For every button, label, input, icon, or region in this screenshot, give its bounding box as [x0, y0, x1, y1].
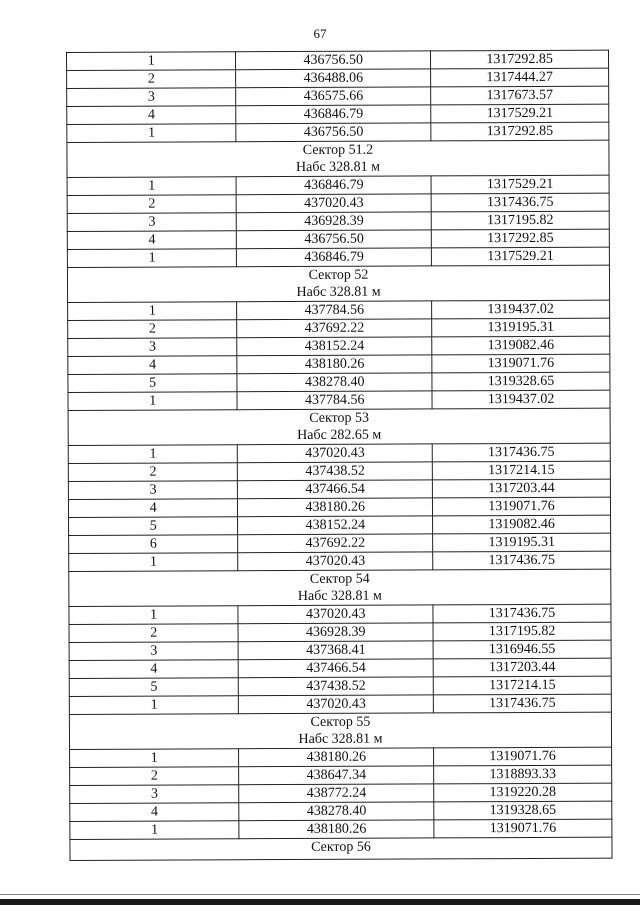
point-number-cell: 3 — [68, 338, 237, 357]
point-number-cell: 3 — [67, 88, 236, 107]
y-coordinate-cell: 1317195.82 — [433, 622, 611, 641]
coordinate-row — [70, 819, 612, 839]
y-coordinate-cell: 1317292.85 — [431, 229, 609, 248]
y-coordinate-cell: 1317529.21 — [431, 247, 609, 266]
sector-title: Сектор 54 — [309, 571, 370, 587]
x-coordinate-cell: 436575.66 — [236, 87, 431, 106]
x-coordinate-cell: 436756.50 — [236, 123, 431, 142]
y-coordinate-cell: 1319082.46 — [432, 336, 610, 355]
y-coordinate-cell: 1317529.21 — [431, 175, 609, 194]
point-number-cell: 1 — [67, 177, 236, 196]
point-number-cell: 6 — [69, 535, 238, 554]
coordinate-row — [67, 175, 609, 195]
point-number-cell: 3 — [68, 481, 237, 500]
sector-header-cell — [70, 837, 612, 860]
sector-height: Набс 282.65 м — [297, 427, 382, 443]
point-number-cell: 4 — [68, 499, 237, 518]
y-coordinate-cell: 1319328.65 — [434, 801, 612, 820]
sector-title: Сектор 53 — [309, 410, 370, 426]
coordinate-row — [67, 68, 609, 88]
y-coordinate-cell: 1317673.57 — [431, 86, 609, 105]
y-coordinate-cell: 1317214.15 — [433, 676, 611, 695]
point-number-cell: 1 — [67, 124, 236, 143]
coordinate-row — [69, 515, 611, 535]
y-coordinate-cell: 1317203.44 — [432, 479, 610, 498]
y-coordinate-cell: 1318893.33 — [434, 765, 612, 784]
sector-height: Набс 328.81 м — [295, 159, 381, 175]
x-coordinate-cell: 437020.43 — [238, 605, 433, 624]
point-number-cell: 5 — [69, 517, 238, 536]
point-number-cell: 2 — [68, 463, 237, 482]
y-coordinate-cell: 1317444.27 — [431, 68, 609, 87]
y-coordinate-cell: 1317195.82 — [431, 211, 609, 230]
sector-header-cell — [67, 140, 609, 177]
coordinate-row — [69, 622, 611, 642]
page-number: 67 — [313, 26, 327, 41]
y-coordinate-cell: 1317436.75 — [431, 193, 609, 212]
y-coordinate-cell: 1317436.75 — [433, 694, 611, 713]
x-coordinate-cell: 436846.79 — [237, 248, 432, 267]
sector-header-row — [69, 712, 611, 749]
sector-header-row — [70, 837, 612, 860]
point-number-cell: 3 — [67, 213, 236, 232]
coordinate-row — [68, 461, 610, 481]
y-coordinate-cell: 1319071.76 — [434, 819, 612, 838]
coordinate-row — [68, 479, 610, 499]
point-number-cell: 4 — [70, 803, 239, 822]
x-coordinate-cell: 438180.26 — [237, 355, 432, 374]
sector-header-cell — [68, 408, 610, 445]
x-coordinate-cell: 436928.39 — [237, 212, 432, 231]
x-coordinate-cell: 436846.79 — [236, 176, 431, 195]
y-coordinate-cell: 1319195.31 — [433, 533, 611, 552]
x-coordinate-cell: 437692.22 — [237, 319, 432, 338]
coordinate-row — [67, 104, 609, 124]
coordinate-row — [67, 50, 609, 70]
point-number-cell: 4 — [67, 106, 236, 125]
point-number-cell: 1 — [69, 696, 238, 715]
coordinate-row — [70, 783, 612, 803]
coordinate-row — [68, 390, 610, 410]
sector-title: Сектор 56 — [311, 839, 371, 855]
coordinate-row — [69, 604, 611, 624]
x-coordinate-cell: 437020.43 — [238, 552, 433, 571]
sector-header-cell — [67, 265, 609, 302]
coordinate-row — [68, 318, 610, 338]
x-coordinate-cell: 438647.34 — [239, 766, 434, 785]
scan-edge-line — [0, 894, 640, 895]
x-coordinate-cell: 437784.56 — [237, 391, 432, 410]
x-coordinate-cell: 437692.22 — [238, 534, 433, 553]
point-number-cell: 1 — [67, 249, 236, 268]
x-coordinate-cell: 437020.43 — [238, 444, 433, 463]
coordinate-row — [70, 747, 612, 767]
point-number-cell: 1 — [68, 445, 237, 464]
point-number-cell: 1 — [70, 821, 239, 840]
coordinate-row — [68, 354, 610, 374]
sector-height: Набс 328.81 м — [297, 588, 382, 604]
point-number-cell: 5 — [69, 678, 238, 697]
sector-header-row — [67, 140, 609, 177]
coordinate-row — [69, 640, 611, 660]
coordinate-row — [67, 86, 609, 106]
sector-header-cell — [69, 569, 611, 606]
x-coordinate-cell: 437368.41 — [238, 641, 433, 660]
y-coordinate-cell: 1319071.76 — [432, 354, 610, 373]
x-coordinate-cell: 437466.54 — [238, 480, 433, 499]
sector-height: Набс 328.81 м — [298, 731, 383, 747]
y-coordinate-cell: 1319437.02 — [432, 300, 610, 319]
x-coordinate-cell: 438180.26 — [239, 748, 434, 767]
x-coordinate-cell: 437438.52 — [239, 677, 434, 696]
x-coordinate-cell: 437020.43 — [237, 194, 432, 213]
sector-height: Набс 328.81 м — [296, 284, 381, 300]
point-number-cell: 4 — [68, 356, 237, 375]
x-coordinate-cell: 438278.40 — [239, 802, 434, 821]
x-coordinate-cell: 438180.26 — [239, 820, 434, 839]
coordinate-row — [69, 694, 611, 714]
coordinate-row — [68, 443, 610, 463]
coordinate-row — [67, 247, 609, 267]
coordinates-table — [66, 50, 613, 861]
point-number-cell: 5 — [68, 374, 237, 393]
y-coordinate-cell: 1316946.55 — [433, 640, 611, 659]
coordinate-row — [67, 211, 609, 231]
y-coordinate-cell: 1317436.75 — [432, 443, 610, 462]
x-coordinate-cell: 436846.79 — [236, 105, 431, 124]
point-number-cell: 1 — [69, 553, 238, 572]
y-coordinate-cell: 1319437.02 — [432, 390, 610, 409]
coordinate-row — [69, 658, 611, 678]
coordinates-table-body — [67, 50, 613, 860]
x-coordinate-cell: 437784.56 — [237, 301, 432, 320]
y-coordinate-cell: 1317292.85 — [431, 122, 609, 141]
scan-bottom-border — [0, 899, 640, 905]
point-number-cell: 2 — [69, 624, 238, 643]
y-coordinate-cell: 1317292.85 — [431, 50, 609, 69]
point-number-cell: 2 — [67, 70, 236, 89]
coordinate-row — [67, 193, 609, 213]
x-coordinate-cell: 438152.24 — [238, 516, 433, 535]
coordinate-row — [67, 229, 609, 249]
y-coordinate-cell: 1317436.75 — [433, 551, 611, 570]
x-coordinate-cell: 438152.24 — [237, 337, 432, 356]
coordinate-row — [69, 676, 611, 696]
point-number-cell: 1 — [67, 52, 236, 71]
y-coordinate-cell: 1317529.21 — [431, 104, 609, 123]
y-coordinate-cell: 1319082.46 — [433, 515, 611, 534]
coordinate-row — [68, 372, 610, 392]
coordinate-row — [67, 122, 609, 142]
coordinate-row — [68, 300, 610, 320]
point-number-cell: 2 — [68, 320, 237, 339]
x-coordinate-cell: 438180.26 — [238, 498, 433, 517]
x-coordinate-cell: 436756.50 — [237, 230, 432, 249]
x-coordinate-cell: 437020.43 — [239, 695, 434, 714]
coordinate-row — [70, 765, 612, 785]
y-coordinate-cell: 1319328.65 — [432, 372, 610, 391]
coordinate-row — [69, 533, 611, 553]
x-coordinate-cell: 437466.54 — [239, 659, 434, 678]
point-number-cell: 3 — [69, 642, 238, 661]
x-coordinate-cell: 436756.50 — [236, 51, 431, 70]
point-number-cell: 3 — [70, 785, 239, 804]
y-coordinate-cell: 1319220.28 — [434, 783, 612, 802]
coordinate-row — [70, 801, 612, 821]
y-coordinate-cell: 1317214.15 — [432, 461, 610, 480]
x-coordinate-cell: 437438.52 — [238, 462, 433, 481]
sector-header-row — [69, 569, 611, 606]
y-coordinate-cell: 1317203.44 — [433, 658, 611, 677]
y-coordinate-cell: 1319195.31 — [432, 318, 610, 337]
coordinate-row — [68, 336, 610, 356]
point-number-cell: 1 — [68, 302, 237, 321]
sector-title: Сектор 52 — [308, 267, 369, 283]
point-number-cell: 4 — [67, 231, 236, 250]
point-number-cell: 4 — [69, 660, 238, 679]
sector-title: Сектор 51.2 — [302, 142, 374, 158]
point-number-cell: 2 — [70, 767, 239, 786]
sector-title: Сектор 55 — [310, 714, 371, 730]
coordinate-row — [69, 551, 611, 571]
point-number-cell: 2 — [67, 195, 236, 214]
point-number-cell: 1 — [68, 392, 237, 411]
y-coordinate-cell: 1319071.76 — [433, 497, 611, 516]
sector-header-row — [67, 265, 609, 302]
x-coordinate-cell: 436488.06 — [236, 69, 431, 88]
x-coordinate-cell: 438772.24 — [239, 784, 434, 803]
x-coordinate-cell: 438278.40 — [237, 373, 432, 392]
y-coordinate-cell: 1319071.76 — [434, 747, 612, 766]
sector-header-row — [68, 408, 610, 445]
point-number-cell: 1 — [69, 606, 238, 625]
sector-header-cell — [69, 712, 611, 749]
y-coordinate-cell: 1317436.75 — [433, 604, 611, 623]
x-coordinate-cell: 436928.39 — [238, 623, 433, 642]
point-number-cell: 1 — [70, 749, 239, 768]
coordinate-row — [68, 497, 610, 517]
